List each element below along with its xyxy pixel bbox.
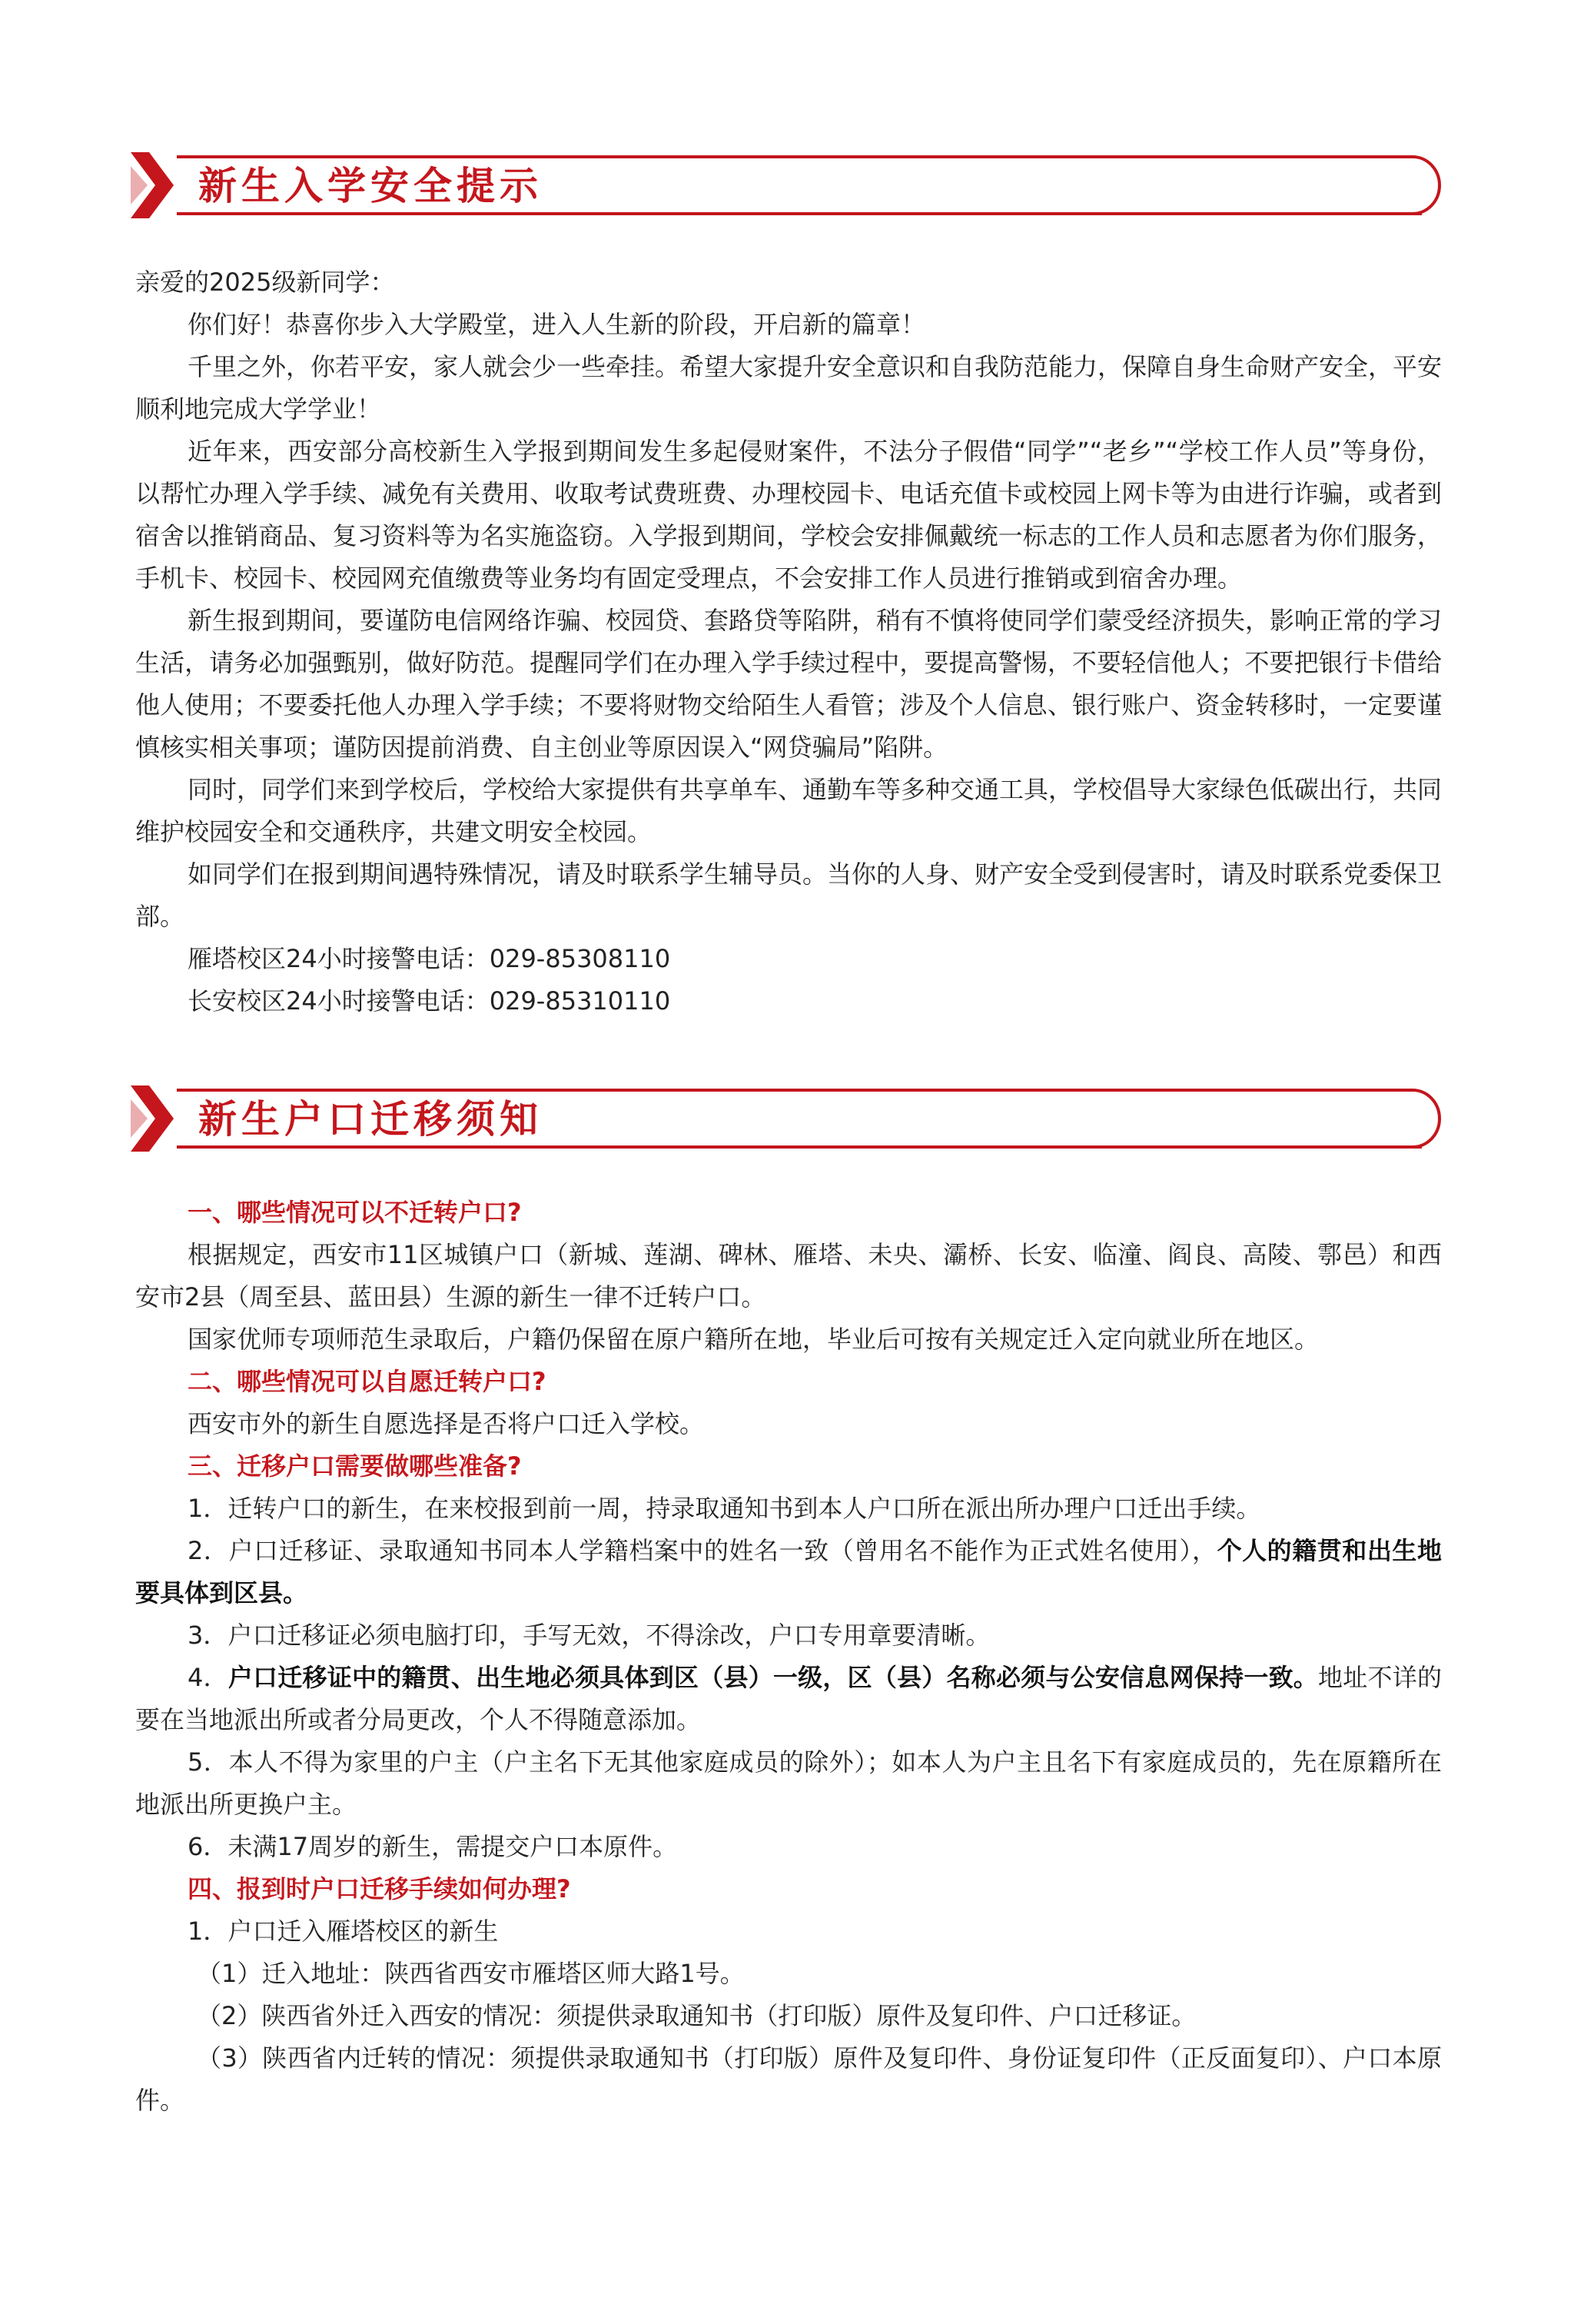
paragraph: 千里之外，你若平安，家人就会少一些牵挂。希望大家提升安全意识和自我防范能力，保障自身生命财产安全，平安顺利地完成大学学业！ — [135, 352, 1443, 424]
list-item-text: 2．户口迁移证、录取通知书同本人学籍档案中的姓名一致（曾用名不能作为正式姓名使用）， — [188, 1536, 1217, 1565]
sub-item: （1）迁入地址：陕西省西安市雁塔区师大路1号。 — [197, 1959, 745, 1988]
list-item-text: 地址不详的要在当地派出所或者分局更改，个人不得随意添加。 — [135, 1663, 1442, 1734]
safety-notice-body — [135, 261, 1442, 1022]
section-title: 新生户口迁移须知 — [198, 1097, 543, 1142]
hotline-changan: 长安校区24小时接警电话：029-85310110 — [188, 986, 671, 1016]
hotline-yanta: 雁塔校区24小时接警电话：029-85308110 — [188, 944, 671, 973]
section-header-hukou — [131, 1086, 1446, 1152]
sub-item: （2）陕西省外迁入西安的情况：须提供录取通知书（打印版）原件及复印件、户口迁移证。 — [197, 2001, 1197, 2030]
list-item: 5．本人不得为家里的户主（户主名下无其他家庭成员的除外）；如本人为户主且名下有家庭成员的，先在原籍所在地派出所更换户主。 — [135, 1747, 1442, 1819]
list-item: 6．未满17周岁的新生，需提交户口本原件。 — [188, 1832, 678, 1861]
question-heading: 二、哪些情况可以自愿迁转户口? — [188, 1367, 546, 1396]
list-item — [135, 1657, 1442, 1741]
emphasis-text: 户口迁移证中的籍贯、出生地必须具体到区（县）一级，区（县）名称必须与公安信息网保持一致。 — [227, 1663, 1319, 1692]
list-item: 3．户口迁移证必须电脑打印，手写无效，不得涂改，户口专用章要清晰。 — [188, 1621, 991, 1650]
paragraph: 新生报到期间，要谨防电信网络诈骗、校园贷、套路贷等陷阱，稍有不慎将使同学们蒙受经济损失，影响正常的学习生活，请务必加强甄别，做好防范。提醒同学们在办理入学手续过程中，要提高警惕，不要轻信他人；不要把银行卡借给他人使用；不要委托他人办理入学手续；不要将财物交给陌生人看管；涉及个人信息、银行账户、资金转移时，一定要谨慎核实相关事项；谨防因提前消费、自主创业等原因误入“网贷骗局”陷阱。 — [135, 606, 1443, 762]
question-heading: 四、报到时户口迁移手续如何办理? — [188, 1874, 571, 1903]
paragraph: 国家优师专项师范生录取后，户籍仍保留在原户籍所在地，毕业后可按有关规定迁入定向就业所在地区。 — [188, 1325, 1320, 1354]
salutation: 亲爱的2025级新同学： — [135, 268, 395, 297]
question-heading: 三、迁移户口需要做哪些准备? — [188, 1451, 522, 1481]
hukou-notice-body — [135, 1192, 1442, 2122]
sub-item: （3）陕西省内迁转的情况：须提供录取通知书（打印版）原件及复印件、身份证复印件（正反面复印）、户口本原件。 — [135, 2043, 1442, 2115]
emphasis-text: 个人的籍贯和出生地要具体到区县。 — [135, 1536, 1442, 1608]
paragraph: 西安市外的新生自愿选择是否将户口迁入学校。 — [188, 1409, 705, 1438]
list-item-number: 4． — [188, 1663, 228, 1692]
section-header-safety — [131, 152, 1446, 218]
section-title: 新生入学安全提示 — [198, 164, 543, 208]
paragraph: 你们好！恭喜你步入大学殿堂，进入人生新的阶段，开启新的篇章！ — [188, 310, 926, 339]
list-item — [135, 1530, 1442, 1614]
paragraph: 根据规定，西安市11区城镇户口（新城、莲湖、碑林、雁塔、未央、灞桥、长安、临潼、阎良、高陵、鄠邑）和西安市2县（周至县、蓝田县）生源的新生一律不迁转户口。 — [135, 1240, 1442, 1312]
question-heading: 一、哪些情况可以不迁转户口? — [188, 1198, 522, 1227]
paragraph: 近年来，西安部分高校新生入学报到期间发生多起侵财案件，不法分子假借“同学”“老乡”“学校工作人员”等身份，以帮忙办理入学手续、减免有关费用、收取考试费班费、办理校园卡、电话充值卡或校园上网卡等为由进行诈骗，或者到宿舍以推销商品、复习资料等为名实施盗窃。入学报到期间，学校会安排佩戴统一标志的工作人员和志愿者为你们服务，手机卡、校园卡、校园网充值缴费等业务均有固定受理点，不会安排工作人员进行推销或到宿舍办理。 — [135, 437, 1442, 593]
paragraph: 同时，同学们来到学校后，学校给大家提供有共享单车、通勤车等多种交通工具，学校倡导大家绿色低碳出行，共同维护校园安全和交通秩序，共建文明安全校园。 — [135, 775, 1443, 846]
list-item: 1．迁转户口的新生，在来校报到前一周，持录取通知书到本人户口所在派出所办理户口迁出手续。 — [188, 1494, 1261, 1523]
list-item: 1．户口迁入雁塔校区的新生 — [188, 1917, 499, 1946]
paragraph: 如同学们在报到期间遇特殊情况，请及时联系学生辅导员。当你的人身、财产安全受到侵害时，请及时联系党委保卫部。 — [135, 859, 1443, 931]
